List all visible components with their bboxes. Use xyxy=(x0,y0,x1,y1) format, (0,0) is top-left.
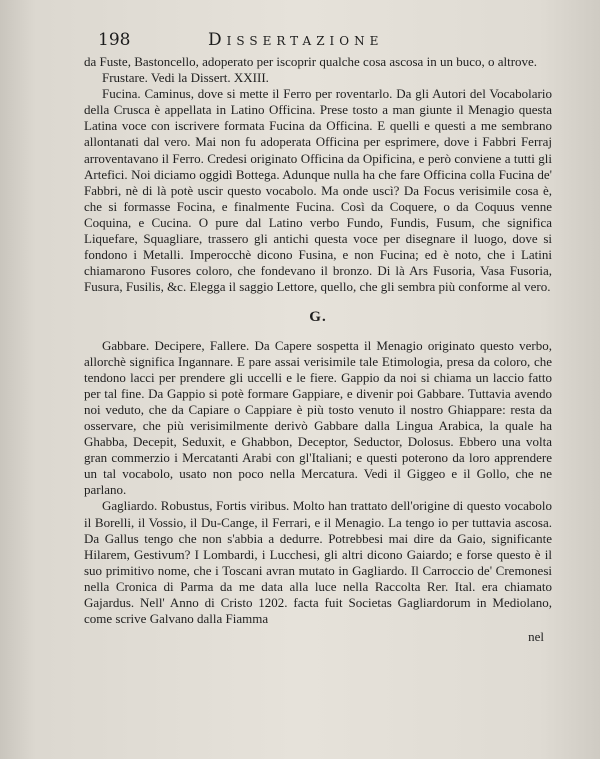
running-title: Dissertazione xyxy=(208,30,384,50)
page-number: 198 xyxy=(98,30,131,50)
paragraph-fucina: Fucina. Caminus, dove si mette il Ferro per roventarlo. Da gli Autori del Vocabolario della Crusca è appellata in Latino Officina. Prese tosto a man giunte il Menagio questa Latina voce con iscrivere formata Fucina da Officina. E quelli e questi a me sembrano allontanati dal vero. Mai non fu adoperata Officina per esprimere, dove i Fabbri Ferraj arroventavano il Ferro. Credesi originato Officina da Opificina, e però conviene a tutti gli Artefici. Noi diciamo oggidì Bottega. Adunque nulla ha che fare Officina colla Fucina de' Fabbri, nè di là potè uscir questo vocabolo. Ma onde uscì? Da Focus verisimile cosa è, che si formasse Focina, e finalmente Fucina. Così da Coquere, o da Coquus venne Coquina, e Cucina. O pure dal Latino verbo Fundo, Fundis, Fusum, che significa Liquefare, Squagliare, trassero gli antichi questa voce per disegnare il luogo, dove si fondono i Metalli. Imperocchè dicono Fusina, e non Fucina; ed è noto, che i Latini chiamarono Fusores coloro, che fondevano il bronzo. Di là Ars Fusoria, Vasa Fusoria, Fusura, Fusilis, &c. Elegga il saggio Lettore, quello, che gli sembra più conforme al vero. xyxy=(84,86,552,295)
page-header xyxy=(98,30,548,52)
paragraph-frustare: Frustare. Vedi la Dissert. XXIII. xyxy=(102,70,269,86)
section-letter-g: G. xyxy=(309,309,327,326)
paragraph-fuste: da Fuste, Bastoncello, adoperato per iscoprir qualche cosa ascosa in un buco, o altrove. xyxy=(84,54,538,69)
paragraph-gagliardo: Gagliardo. Robustus, Fortis viribus. Molto han trattato dell'origine di questo vocabolo il Borelli, il Vossio, il Du-Cange, il Ferrari, e il Menagio. La tengo io per tuttavia ascosa. Da Gallus tengo che non s'abbia a dedurre. Potrebbesi mai dire da Gaio, significante Hilarem, Gestivum? I Lombardi, i Lucchesi, gli altri dicono Gaiardo; e forse questo è il suo primitivo nome, che i Toscani avran mutato in Gagliardo. Il Carroccio de' Cremonesi nella Cronica di Parma da me data alla luce nella Raccolta Rer. Ital. era chiamato Gajardus. Nell' Anno di Cristo 1202. facta fuit Societas Gagliardorum in Mediolano, come scrive Galvano dalla Fiamma xyxy=(84,498,552,627)
catchword: nel xyxy=(528,629,544,645)
body-text xyxy=(84,54,552,645)
paragraph-gabbare: Gabbare. Decipere, Fallere. Da Capere sospetta il Menagio originato questo verbo, allorchè significa Ingannare. E pare assai verisimile tale Etimologia, presa da coloro, che tendono lacci per prendere gli uccelli e le fiere. Gappio da noi si chiama un laccio fatto per tal fine. Da Gappio si potè formare Gappiare, e divenir poi Gabbare. Tuttavia avendo noi veduto, che da Capiare o Cappiare è più tosto venuto il nostro Ghiappare: resta da osservare, che più verisimilmente derivò Gabbare dalla Lingua Arabica, la quale ha Ghabba, Decepit, Seduxit, e Ghabbon, Deceptor, Seductor, Dolosus. Ebbero una volta gran commerzio i Mercatanti Arabi con gl'Italiani; e questi poterono da loro apprendere un tal vocabolo, usato non poco nella Mercatura. Vedi il Giggeo e il Gollo, che ne parlano. xyxy=(84,337,552,498)
